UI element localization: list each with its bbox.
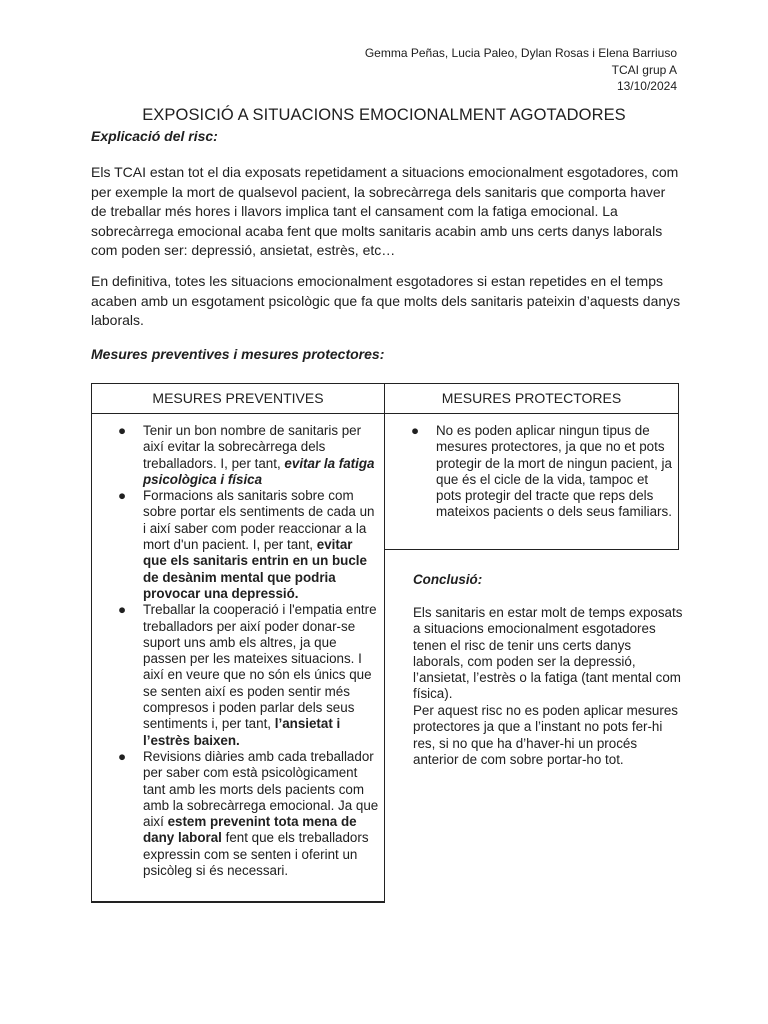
preventive-item-text-after: fent que els treballadors expressin com se senten i oferint un psicòleg si és necessari. — [143, 830, 369, 879]
date-line: 13/10/2024 — [616, 79, 677, 93]
document-header — [365, 45, 677, 95]
preventive-item-text: Revisions diàries amb cada treballador per saber com està psicològicament tant amb les morts dels pacients com amb la sobrecàrrega emocional. Ja que així — [143, 748, 379, 830]
conclusion-label: Conclusió: — [413, 572, 483, 587]
preventive-item-text: Formacions als sanitaris sobre com sobre portar els sentiments de cada un i així saber com poder reaccionar a la mort d'un pacient. I, per tant, — [143, 488, 375, 553]
preventive-item — [91, 749, 385, 879]
protective-header: MESURES PROTECTORES — [441, 390, 622, 406]
group-line: TCAI grup A — [611, 62, 677, 77]
conclusion-paragraph-1: Els sanitaris en estar molt de temps exposats a situacions emocionalment esgotadores tenen el risc de tenir uns certs danys laborals, com poden ser la depressió, l’ansietat, l’estrès o la fatiga (tant mental com física). — [413, 605, 683, 702]
protective-list — [384, 423, 679, 521]
bullet-icon: ● — [118, 423, 127, 438]
preventive-header: MESURES PREVENTIVES — [152, 390, 324, 406]
document-title: EXPOSICIÓ A SITUACIONS EMOCIONALMENT AGOTADORES — [142, 106, 626, 124]
preventive-item-emphasis: evitar la fatiga psicològica i física — [143, 455, 375, 487]
preventive-list — [91, 423, 385, 879]
protective-item-text: No es poden aplicar ningun tipus de mesures protectores, ja que no et pots protegir de la mort de ningun pacient, ja que és el cicle de la vida, tampoc et pots protegir del tracte que reps dels mateixos pacients o dels seus familiars. — [436, 423, 672, 520]
preventive-item — [91, 602, 385, 749]
measures-section-label: Mesures preventives i mesures protectores: — [91, 346, 385, 362]
authors-line: Gemma Peñas, Lucia Paleo, Dylan Rosas i Elena Barriuso — [364, 46, 677, 60]
preventive-item-emphasis: estem prevenint tota mena de dany laboral — [143, 814, 357, 846]
bullet-icon: ● — [118, 748, 127, 764]
preventive-item-text: Treballar la cooperació i l'empatia entre treballadors per així poder donar-se suport uns amb els altres, ja que passen per les mateixes situacions. I així en veure que no són els únics que se senten així es poden sentir més compresos i poden parlar dels seus sentiments i, per tant, — [143, 602, 377, 732]
bullet-icon: ● — [118, 602, 127, 618]
risk-section-label: Explicació del risc: — [91, 128, 218, 144]
risk-paragraph-2: En definitiva, totes les situacions emocionalment esgotadores si estan repetides en el temps acaben amb un esgotament psicològic que fa que molts dels sanitaris pateixin d’aquests danys laborals. — [91, 273, 681, 329]
bullet-icon: ● — [118, 488, 127, 504]
preventive-item-emphasis: evitar que els sanitaris entrin en un bucle de desànim mental que podria provocar una depressió. — [143, 537, 367, 601]
conclusion-paragraph-2: Per aquest risc no es poden aplicar mesures protectores ja que a l’instant no pots fer-hi res, si no que ha d’haver-hi un procés anterior de com sobre portar-ho tot. — [413, 703, 678, 767]
bullet-icon: ● — [411, 423, 420, 438]
preventive-item — [91, 423, 385, 488]
preventive-item-text: Tenir un bon nombre de sanitaris per així evitar la sobrecàrrega dels treballadors. I, per tant, — [143, 423, 362, 471]
preventive-item-emphasis: l’ansietat i l’estrès baixen. — [143, 716, 341, 748]
preventive-item — [91, 488, 385, 602]
protective-item — [384, 423, 679, 521]
risk-paragraph-1: Els TCAI estan tot el dia exposats repetidament a situacions emocionalment esgotadores, com per exemple la mort de qualsevol pacient, la sobrecàrrega dels sanitaris que comporta haver de treballar més hores i llavors implica tant el cansament com la fatiga emocional. La sobrecàrrega emocional acaba fent que molts sanitaris acabin amb uns certs danys laborals com poden ser: depressió, ansietat, estrès, etc… — [91, 164, 679, 259]
